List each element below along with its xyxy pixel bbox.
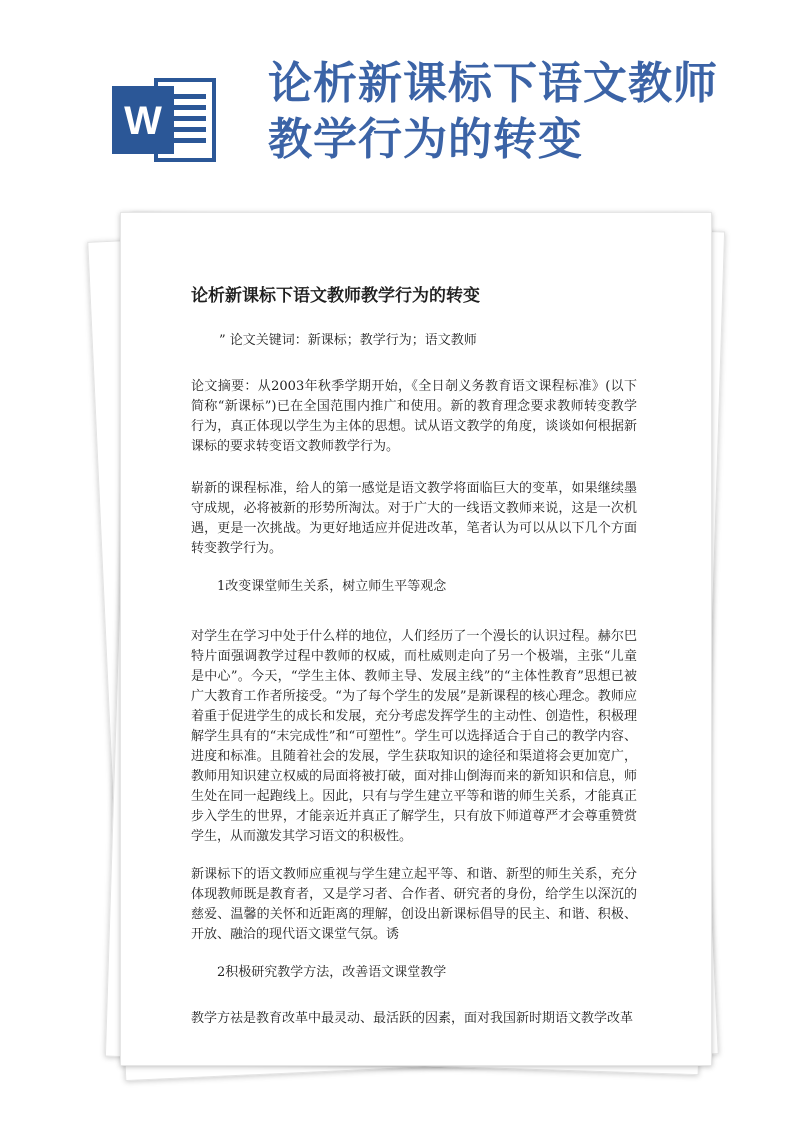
- section1-paragraph-2: 新课标下的语文教师应重视与学生建立起平等、和谐、新型的师生关系，充分体现教师既是教育者，又是学习者、合作者、研究者的身份，给学生以深沉的慈爱、温馨的关怀和近距离的理解，创设出新课标倡导的民主、和谐、积极、开放、融洽的现代语文课堂气氛。诱: [191, 867, 637, 942]
- abstract-paragraph: 论文摘要：从2003年秋季学期开始，《全日剞义务教育语文课程标准》(以下简称“新课标”)已在全国范围内推广和使用。新的教育理念要求教师转变教学行为，真正体现以学生为主体的思想。试从语文教学的角度，谈谈如何根据新课标的要求转变语文教师教学行为。: [191, 379, 637, 454]
- document-content: [191, 283, 637, 1047]
- document-heading-line2: 教学行为的转变: [268, 114, 583, 165]
- keywords-line: ” 论文关键词：新课标；教学行为；语文教师: [219, 333, 477, 348]
- section-heading-2: 2积极研究教学方法，改善语文课堂教学: [217, 965, 447, 980]
- section2-paragraph-1: 教学方祛是教育改革中最灵动、最活跃的因素，面对我国新时期语文教学改革: [191, 1011, 634, 1026]
- document-page: [120, 212, 712, 1066]
- document-heading-line1: 论析新课标下语文教师: [268, 58, 718, 109]
- intro-paragraph: 崭新的课程标准，给人的第一感觉是语文教学将面临巨大的变革，如果继续墨守成规，必将被新的形势所淘汰。对于广大的一线语文教师来说，这是一次机遇，更是一次挑战。为更好地适应并促进改革，笔者认为可以从以下几个方面转变教学行为。: [191, 481, 637, 556]
- word-logo-letter: W: [124, 99, 162, 143]
- article-title: 论析新课标下语文教师教学行为的转变: [191, 286, 480, 306]
- section-heading-1: 1改变课堂师生关系，树立师生平等观念: [217, 579, 447, 594]
- section1-paragraph-1: 对学生在学习中处于什么样的地位，人们经历了一个漫长的认识过程。赫尔巴特片面强调教学过程中教师的权威，而杜威则走向了另一个极端，主张“儿童是中心”。今天，“学生主体、教师主导、发展主线”的“主体性教育”思想已被广大教育工作者所接受。“为了每个学生的发展”是新课程的核心理念。教师应着重于促进学生的成长和发展，充分考虑发挥学生的主动性、创造性，积极理解学生具有的“末完成性”和“可塑性”。学生可以选择适合于自己的教学内容、进度和标准。且随着社会的发展，学生获取知识的途径和渠道将会更加宽广，教师用知识建立权威的局面将被打破，面对排山倒海而来的新知识和信息，师生处在同一起跑线上。因此，只有与学生建立平等和谐的师生关系，才能真正步入学生的世界，才能亲近并真正了解学生，只有放下师道尊严才会尊重赞赏学生，从而激发其学习语文的积极性。: [191, 629, 637, 844]
